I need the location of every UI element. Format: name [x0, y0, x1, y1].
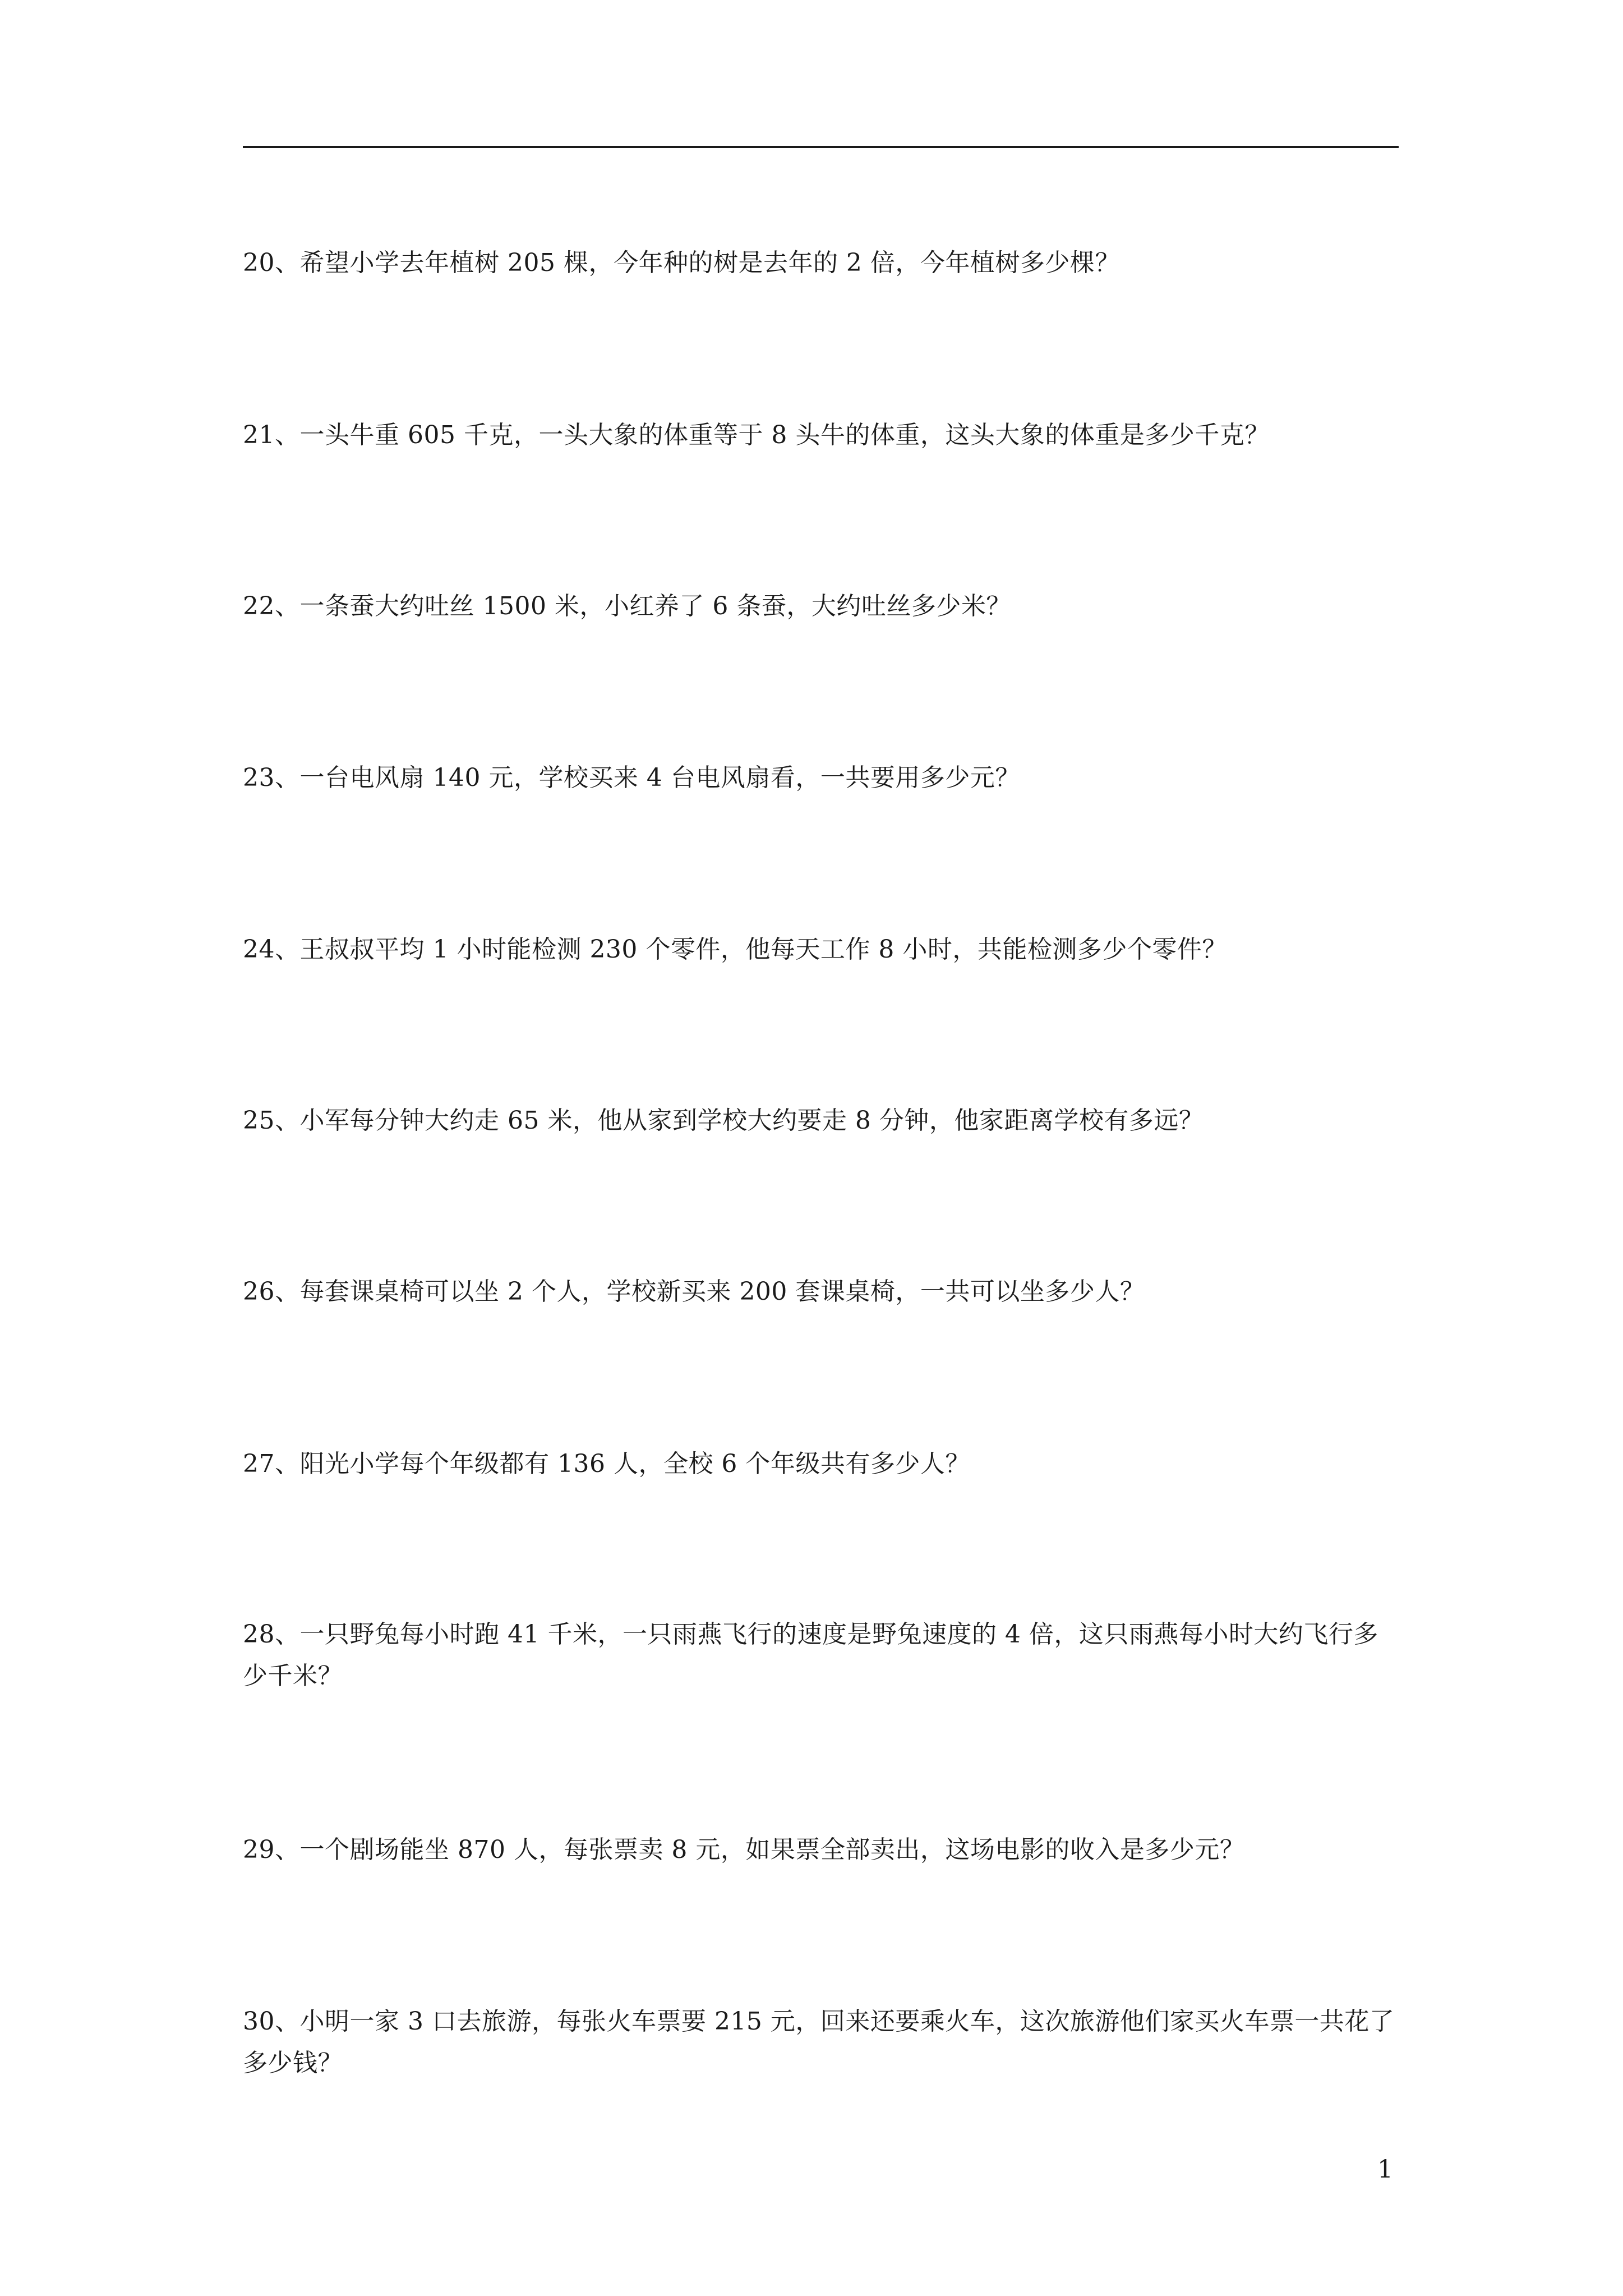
question-25: 25、小军每分钟大约走 65 米，他从家到学校大约要走 8 分钟，他家距离学校有多远？ [243, 1106, 1204, 1135]
question-24: 24、王叔叔平均 1 小时能检测 230 个零件，他每天工作 8 小时，共能检测多少个零件？ [243, 935, 1227, 964]
question-22: 22、一条蚕大约吐丝 1500 米，小红养了 6 条蚕，大约吐丝多少米？ [243, 592, 1011, 620]
question-23: 23、一台电风扇 140 元，学校买来 4 台电风扇看，一共要用多少元？ [243, 763, 1020, 792]
page-number: 1 [1377, 2155, 1393, 2184]
question-27: 27、阳光小学每个年级都有 136 人，全校 6 个年级共有多少人？ [243, 1450, 970, 1478]
question-29: 29、一个剧场能坐 870 人，每张票卖 8 元，如果票全部卖出，这场电影的收入是多少元？ [243, 1835, 1245, 1864]
header-rule [243, 146, 1399, 148]
question-20: 20、希望小学去年植树 205 棵，今年种的树是去年的 2 倍，今年植树多少棵？ [243, 249, 1120, 277]
question-30: 30、小明一家 3 口去旅游，每张火车票要 215 元，回来还要乘火车，这次旅游他们家买火车票一共花了多少钱？ [243, 2007, 1395, 2077]
question-21: 21、一头牛重 605 千克，一头大象的体重等于 8 头牛的体重，这头大象的体重是多少千克？ [243, 421, 1270, 449]
question-28: 28、一只野兔每小时跑 41 千米，一只雨燕飞行的速度是野兔速度的 4 倍，这只雨燕每小时大约飞行多少千米？ [243, 1620, 1378, 1690]
question-26: 26、每套课桌椅可以坐 2 个人，学校新买来 200 套课桌椅，一共可以坐多少人？ [243, 1277, 1145, 1306]
